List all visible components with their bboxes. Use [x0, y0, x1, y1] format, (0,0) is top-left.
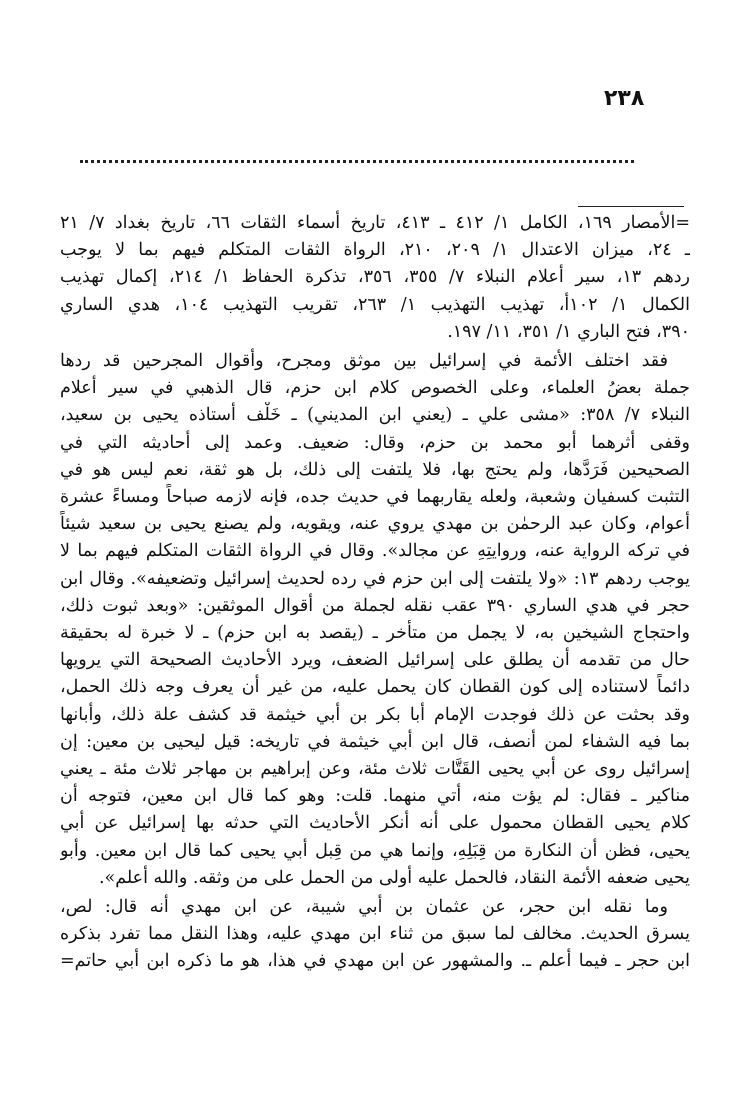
footnote-continuation	[60, 210, 690, 346]
text-line: النبلاء ٧/ ٣٥٨: «مشى علي ـ (يعني ابن المديني) ـ خَلْف أستاذه يحيى بن سعيد،	[60, 405, 690, 426]
text-line: مناكير ـ فقال: لم يؤت منه، أُتي منهما. قلت: وهو كما قال ابن معين، فتوجه أن	[60, 786, 690, 807]
text-line: الكمال ١/ ١٠٢أ، تهذيب التهذيب ١/ ٢٦٣، تقريب التهذيب ١٠٤، هدي الساري	[60, 294, 690, 315]
text-line: يوجب ردهم ١٣: «ولا يلتفت إلى ابن حزم في رده لحديث إسرائيل وتضعيفه». وقال ابن	[60, 568, 690, 589]
text-line: ردهم ١٣، سير أعلام النبلاء ٧/ ٣٥٥، ٣٥٦، تذكرة الحفاظ ١/ ٢١٤، إكمال تهذيب	[60, 267, 690, 288]
text-line: وقفى أثرهما أبو محمد بن حزم، وقال: ضعيف. وعمد إلى أحاديثه التي في	[60, 432, 690, 453]
text-line: حال من تقدمه أن يطلق على إسرائيل الضعف، ويرد الأحاديث الصحيحة التي يرويها	[60, 650, 690, 671]
page-number: ٢٣٨	[604, 86, 645, 111]
text-line: التثبت كسفيان وشعبة، ولعله يقاربهما في حديث جده، فإنه لازمه صباحاً ومساءً عشرة	[60, 487, 690, 508]
text-line: ابن حجر ـ فيما أعلم ـ. والمشهور عن ابن مهدي في هذا، هو ما ذكره ابن أبي حاتم=	[60, 951, 690, 972]
text-line: واحتجاج الشيخين به، لا يجمل من متأخر ـ (يقصد به ابن حزم) ـ لا خبرة له بحقيقة	[60, 623, 690, 644]
text-line: يحيى، فظن أن النكارة من قِبَلِهِ، وإنما هي من قِبل أبي يحيى كما قال ابن معين. وأبو	[60, 840, 690, 861]
text-line: الصحيحين فَرَدَّها، ولم يحتج بها، فلا يلتفت إلى ذلك، بل هو ثقة، نعم ليس هو في	[60, 459, 690, 480]
text-line: كلام يحيى القطان محمول على أنه أنكر الأحاديث التي حدثه بها إسرائيل عن أبي	[60, 813, 690, 834]
text-line: حجر في هدي الساري ٣٩٠ عقب نقله لجملة من أقوال الموثقين: «وبعد ثبوت ذلك،	[60, 595, 690, 616]
text-line: أعوام، وكان عبد الرحمٰن بن مهدي يروي عنه، ويقويه، ولم يصنع يحيى بن سعيد شيئاً	[60, 514, 690, 535]
text-line: وقد بحثت عن ذلك فوجدت الإمام أبا بكر بن أبي خيثمة قد كشف علة ذلك، وأبانها	[60, 704, 690, 725]
text-line: ٣٩٠، فتح الباري ١/ ٣٥١، ١١/ ١٩٧.	[447, 321, 690, 342]
text-line: بما فيه الشفاء لمن أنصف، قال ابن أبي خيثمة في تاريخه: قيل ليحيى بن معين: إن	[60, 731, 690, 752]
footnote-separator	[578, 206, 684, 207]
text-line: إسرائيل روى عن أبي يحيى القَتَّات ثلاث مئة، وعن إبراهيم بن مهاجر ثلاث مئة ـ يعني	[60, 759, 690, 780]
paragraph-main	[60, 348, 690, 892]
text-line: =الأمصار ١٦٩، الكامل ١/ ٤١٢ ـ ٤١٣، تاريخ أسماء الثقات ٦٦، تاريخ بغداد ٧/ ٢١	[60, 213, 690, 233]
text-line: في تركه الرواية عنه، وروايتِهِ عن مجالد». وقال في الرواة الثقات المتكلم فيهم بما لا	[60, 541, 690, 562]
text-line: فقد اختلف الأئمة في إسرائيل بين موثق ومجرح، وأقوال المجرحين قد ردها	[60, 351, 668, 372]
text-line: جملة بعضُ العلماء، وعلى الخصوص كلام ابن حزم، قال الذهبي في سير أعلام	[60, 378, 690, 399]
paragraph-secondary	[60, 894, 690, 976]
text-line: يحيى ضعفه الأئمة النقاد، فالحمل عليه أولى من الحمل على من وثقه. والله أعلم».	[98, 867, 690, 888]
page-body	[60, 210, 690, 976]
text-line: يسرق الحديث. مخالف لما سبق من ثناء ابن مهدي عليه، وهذا النقل مما تفرد بذكره	[60, 924, 690, 945]
header-dotted-rule	[80, 160, 634, 163]
text-line: ـ ٢٤، ميزان الاعتدال ١/ ٢٠٩، ٢١٠، الرواة الثقات المتكلم فيهم بما لا يوجب	[60, 240, 690, 261]
text-line: وما نقله ابن حجر، عن عثمان بن أبي شيبة، عن ابن مهدي أنه قال: لص،	[60, 897, 668, 918]
text-line: دائماً لاستناده إلى كون القطان كان يحمل عليه، من غير أن يعرف وجه ذلك الحمل،	[60, 677, 690, 698]
